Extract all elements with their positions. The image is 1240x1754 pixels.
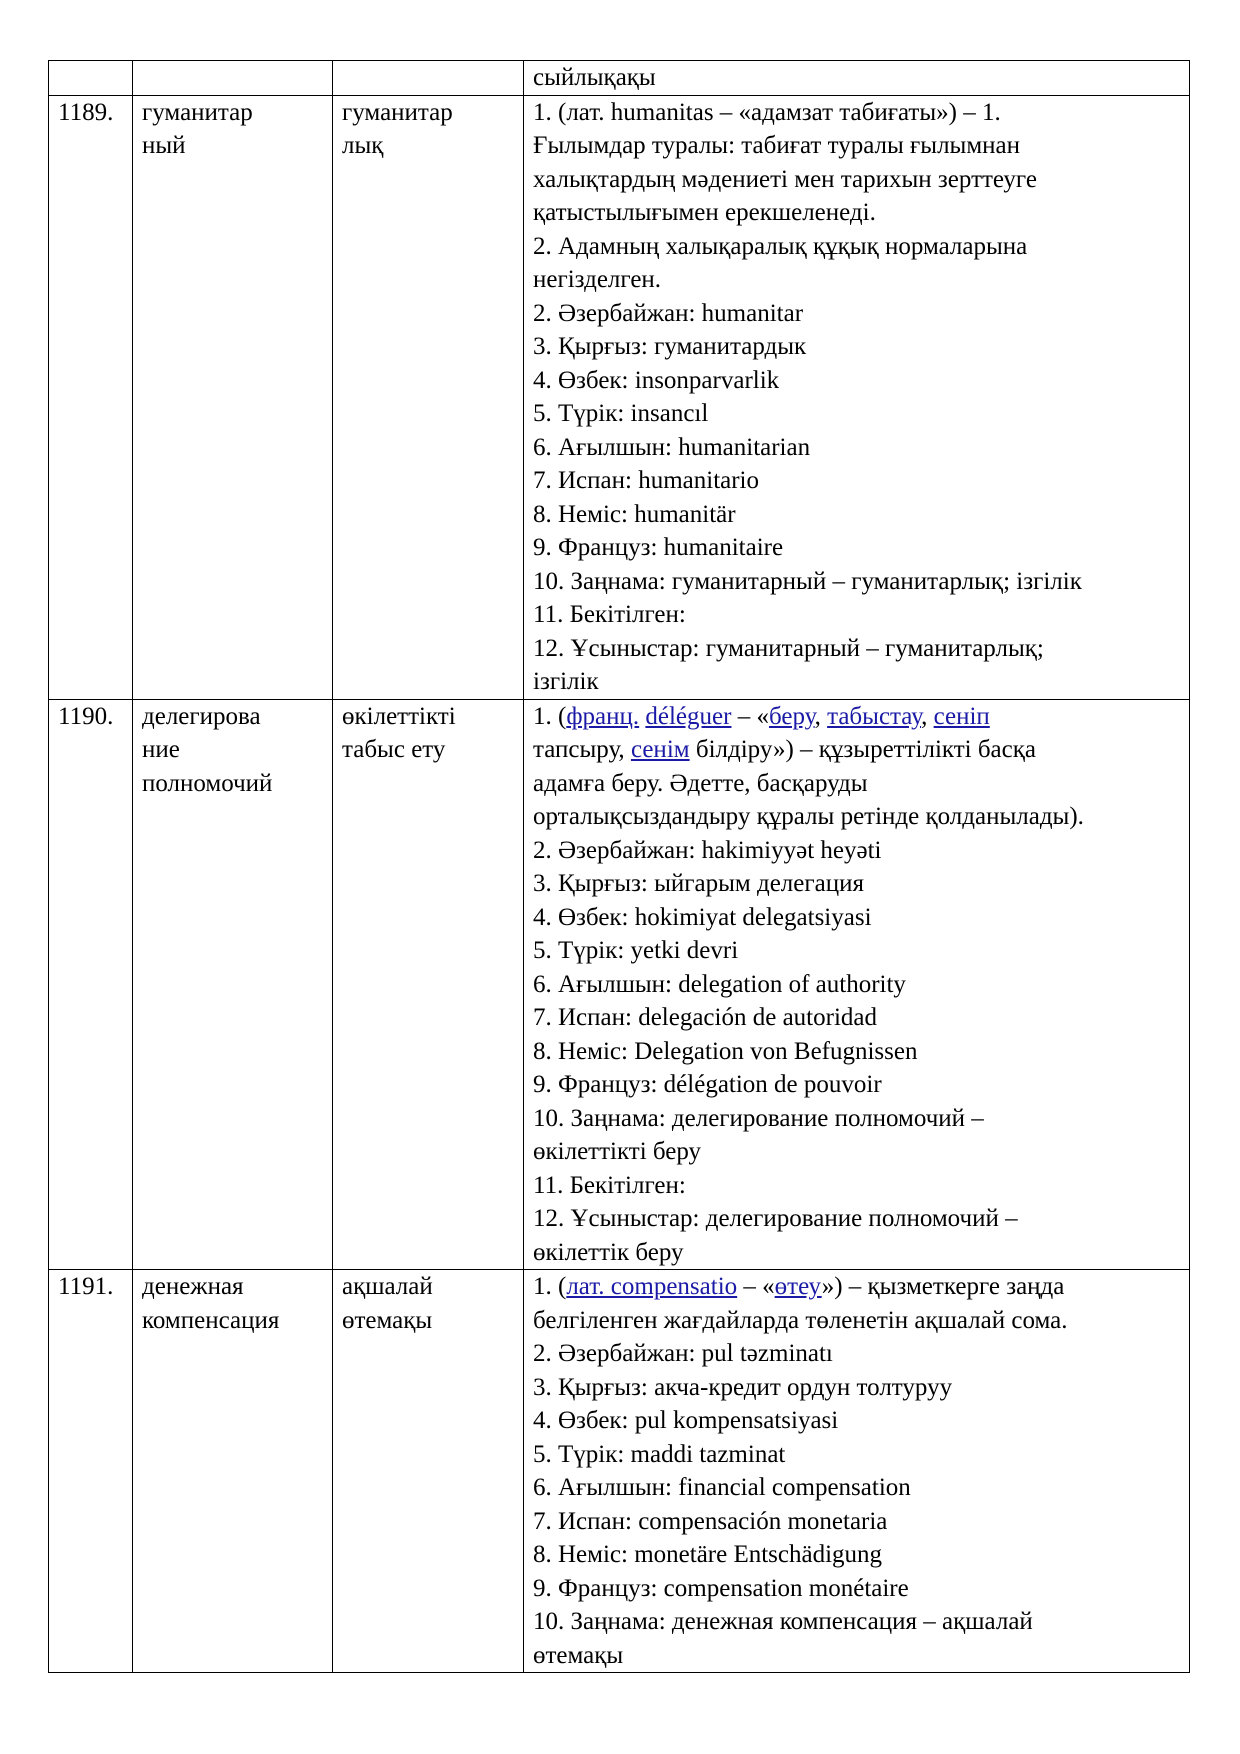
definition-line: 5. Түрік: maddi tazminat bbox=[533, 1440, 786, 1468]
entry-number: 1191. bbox=[58, 1273, 114, 1300]
definition-line: 1. (лат. humanitas – «адамзат табиғаты») – 1. bbox=[533, 98, 1001, 126]
kazakh-term-line: гуманитар bbox=[342, 98, 453, 126]
definition-line: 11. Бекітілген: bbox=[533, 1171, 686, 1199]
entry-number: 1189. bbox=[58, 98, 114, 126]
definition-line: өкілеттікті беру bbox=[533, 1138, 702, 1165]
definition-line: халықтардың мәдениеті мен тарихын зерттеуге bbox=[533, 165, 1037, 193]
text-fragment: 1. ( bbox=[533, 1273, 567, 1300]
definition-line: 7. Испан: humanitario bbox=[533, 467, 760, 494]
russian-term-cell bbox=[133, 95, 333, 699]
definition-line: 2. Адамның халықаралық құқық нормаларына bbox=[533, 232, 1028, 260]
document-page bbox=[48, 60, 1189, 1673]
definition-line: 8. Неміс: humanitär bbox=[533, 500, 736, 528]
table-row bbox=[49, 95, 1190, 699]
definition-line: қатыстылығымен ерекшеленеді. bbox=[533, 199, 876, 226]
text-fragment: , bbox=[921, 702, 934, 730]
russian-term-line: делегирова bbox=[142, 702, 261, 730]
entry-number-cell bbox=[49, 61, 133, 96]
link-tabystau[interactable]: табыстау bbox=[827, 702, 922, 730]
definition-line: 3. Қырғыз: акча-кредит ордун толтуруу bbox=[533, 1373, 953, 1401]
kazakh-term-cell bbox=[333, 61, 524, 96]
definition-cell bbox=[524, 1270, 1190, 1673]
definition-line: 2. Әзербайжан: pul təzminatı bbox=[533, 1340, 833, 1367]
definition-line: орталықсыздандыру құралы ретінде қолданылады). bbox=[533, 803, 1084, 830]
definition-cell bbox=[524, 95, 1190, 699]
russian-term-cell bbox=[133, 1270, 333, 1673]
definition-line: 12. Ұсыныстар: делегирование полномочий – bbox=[533, 1205, 1018, 1232]
definition-line: өтемақы bbox=[533, 1641, 624, 1669]
russian-term-line: ный bbox=[142, 132, 186, 159]
russian-term-line: компенсация bbox=[142, 1306, 280, 1334]
definition-line: ізгілік bbox=[533, 668, 599, 695]
definition-line: 9. Француз: compensation monétaire bbox=[533, 1574, 909, 1602]
definition-line: 6. Ағылшын: financial compensation bbox=[533, 1474, 911, 1501]
link-senip[interactable]: сеніп bbox=[933, 702, 990, 730]
text-fragment: – « bbox=[737, 1273, 775, 1300]
definition-line: 10. Заңнама: гуманитарный – гуманитарлық; ізгілік bbox=[533, 567, 1082, 595]
link-franc[interactable]: франц. bbox=[566, 702, 640, 730]
link-beru[interactable]: беру bbox=[768, 702, 815, 730]
definition-line: 2. Әзербайжан: humanitar bbox=[533, 299, 804, 327]
kazakh-term-line: ақшалай bbox=[342, 1273, 433, 1300]
text-fragment: – « bbox=[731, 702, 769, 730]
kazakh-term-line: өкілеттікті bbox=[342, 702, 456, 730]
definition-line bbox=[533, 1270, 1181, 1304]
kazakh-term-cell bbox=[333, 95, 524, 699]
entry-number-cell bbox=[49, 699, 133, 1270]
definition-line: адамға беру. Әдетте, басқаруды bbox=[533, 769, 868, 797]
definition-line: 10. Заңнама: денежная компенсация – ақшалай bbox=[533, 1608, 1033, 1635]
definition-line: 8. Неміс: Delegation von Befugnissen bbox=[533, 1037, 918, 1065]
table-row bbox=[49, 699, 1190, 1270]
text-fragment: ») – қызметкерге заңда bbox=[821, 1273, 1065, 1300]
link-lat-compensatio[interactable]: лат. compensatio bbox=[566, 1273, 738, 1300]
link-senim[interactable]: сенім bbox=[630, 736, 690, 763]
russian-term-cell bbox=[133, 699, 333, 1270]
definition-cell bbox=[524, 61, 1190, 96]
kazakh-term-line: өтемақы bbox=[342, 1306, 433, 1334]
definition-line: 2. Әзербайжан: hakimiyyət heyəti bbox=[533, 836, 882, 864]
kazakh-term-cell bbox=[333, 699, 524, 1270]
definition-line: 6. Ағылшын: humanitarian bbox=[533, 433, 811, 461]
definition-line: сыйлықақы bbox=[533, 64, 656, 91]
definition-line bbox=[533, 700, 1181, 734]
russian-term-line: гуманитар bbox=[142, 98, 253, 126]
russian-term-line: денежная bbox=[142, 1273, 244, 1300]
definition-cell bbox=[524, 699, 1190, 1270]
text-fragment: , bbox=[814, 702, 828, 730]
definition-line: өкілеттік беру bbox=[533, 1238, 684, 1266]
definition-line: 3. Қырғыз: ыйгарым делегация bbox=[533, 870, 864, 897]
text-fragment: білдіру») – құзыреттілікті басқа bbox=[689, 736, 1036, 763]
definition-line: 5. Түрік: insancıl bbox=[533, 400, 709, 427]
definition-line: 9. Француз: humanitaire bbox=[533, 534, 784, 561]
kazakh-term-cell bbox=[333, 1270, 524, 1673]
text-fragment: тапсыру, bbox=[533, 736, 631, 763]
table-row bbox=[49, 61, 1190, 96]
definition-line: 7. Испан: compensación monetaria bbox=[533, 1507, 888, 1535]
definition-line: негізделген. bbox=[533, 266, 662, 293]
definition-line: белгіленген жағдайларда төленетін ақшалай сома. bbox=[533, 1306, 1068, 1334]
definition-line: 4. Өзбек: pul kompensatsiyasi bbox=[533, 1407, 839, 1434]
definition-line: 9. Француз: délégation de pouvoir bbox=[533, 1071, 882, 1098]
russian-term-line: ние bbox=[142, 736, 180, 763]
entry-number-cell bbox=[49, 1270, 133, 1673]
definition-line: 5. Түрік: yetki devri bbox=[533, 937, 739, 964]
link-deleguer[interactable]: déléguer bbox=[645, 702, 732, 730]
definition-line: 11. Бекітілген: bbox=[533, 601, 686, 628]
russian-term-line: полномочий bbox=[142, 769, 273, 797]
definition-line: 10. Заңнама: делегирование полномочий – bbox=[533, 1104, 984, 1132]
definition-line: 8. Неміс: monetäre Entschädigung bbox=[533, 1541, 883, 1568]
definition-line: 4. Өзбек: insonparvarlik bbox=[533, 366, 780, 394]
glossary-table bbox=[48, 60, 1190, 1673]
definition-line: 3. Қырғыз: гуманитардык bbox=[533, 333, 807, 360]
text-fragment: 1. ( bbox=[533, 702, 567, 730]
definition-line: Ғылымдар туралы: табиғат туралы ғылымнан bbox=[533, 132, 1021, 159]
entry-number: 1190. bbox=[58, 702, 114, 730]
link-oteu[interactable]: өтеу bbox=[774, 1273, 822, 1300]
definition-line: 12. Ұсыныстар: гуманитарный – гуманитарлық; bbox=[533, 634, 1044, 662]
kazakh-term-line: лық bbox=[342, 132, 384, 159]
table-row bbox=[49, 1270, 1190, 1673]
definition-line bbox=[533, 733, 1181, 767]
kazakh-term-line: табыс ету bbox=[342, 736, 446, 763]
entry-number-cell bbox=[49, 95, 133, 699]
definition-line: 7. Испан: delegación de autoridad bbox=[533, 1004, 877, 1031]
definition-line: 4. Өзбек: hokimiyat delegatsiyasi bbox=[533, 903, 872, 931]
definition-line: 6. Ағылшын: delegation of authority bbox=[533, 970, 906, 998]
russian-term-cell bbox=[133, 61, 333, 96]
